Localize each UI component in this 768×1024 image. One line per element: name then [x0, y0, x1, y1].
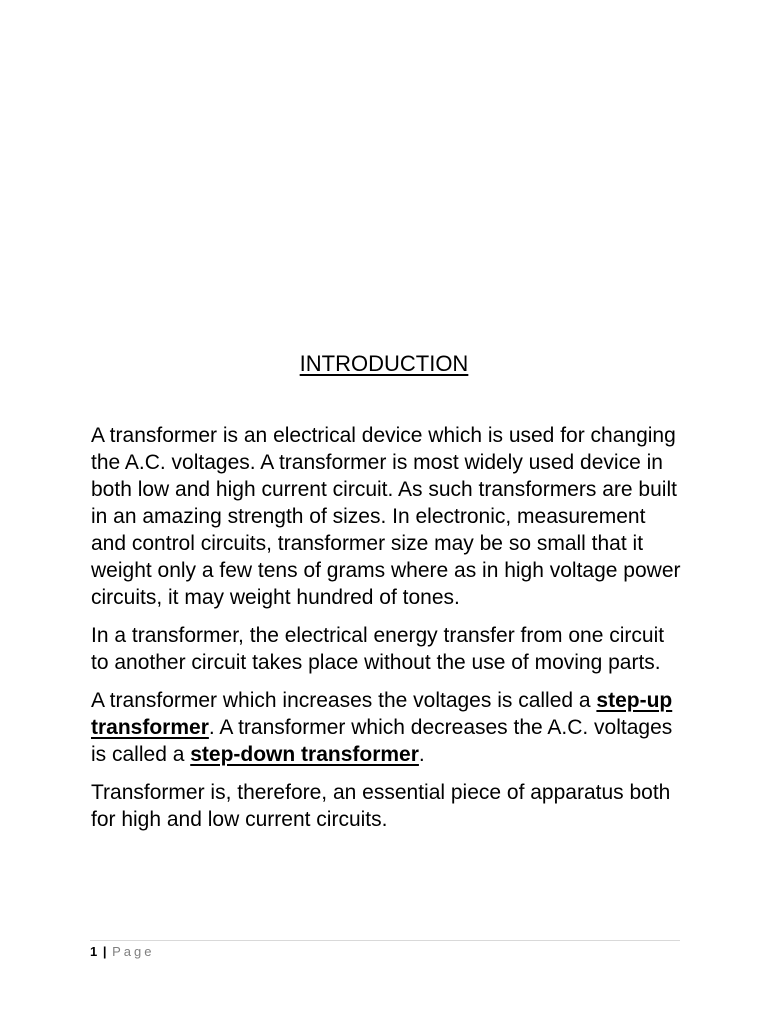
page-number: 1 — [90, 944, 98, 959]
paragraph-energy-transfer: In a transformer, the electrical energy transfer from one circuit to another circuit takes place without the use of moving parts. — [91, 624, 665, 674]
footer-separator: | — [102, 944, 107, 959]
term-step-up-transformer: step-up transformer — [91, 689, 673, 739]
paragraph-text-segment: . A transformer which decreases the A.C. voltages is called a — [91, 716, 673, 766]
paragraph-definition: A transformer is an electrical device which is used for changing the A.C. voltages. A transformer is most widely used device in both low and high current circuit. As such transformers are built in an amazing strength of sizes. In electronic, measurement and control circuits, transformer size may be so small that it weight only a few tens of grams where as in high voltage power circuits, it may weight hundred of tones. — [91, 424, 681, 609]
paragraph-transformer-types — [91, 687, 681, 768]
paragraph-conclusion: Transformer is, therefore, an essential piece of apparatus both for high and low current circuits. — [91, 781, 671, 831]
document-body — [91, 422, 681, 844]
term-step-down-transformer: step-down transformer — [190, 743, 419, 766]
document-title: INTRODUCTION — [299, 351, 469, 376]
paragraph-text-segment: . — [418, 743, 425, 766]
paragraph-text-segment: A transformer which increases the voltages is called a — [91, 689, 597, 712]
page-label: Page — [112, 944, 155, 959]
page-footer — [90, 940, 680, 961]
